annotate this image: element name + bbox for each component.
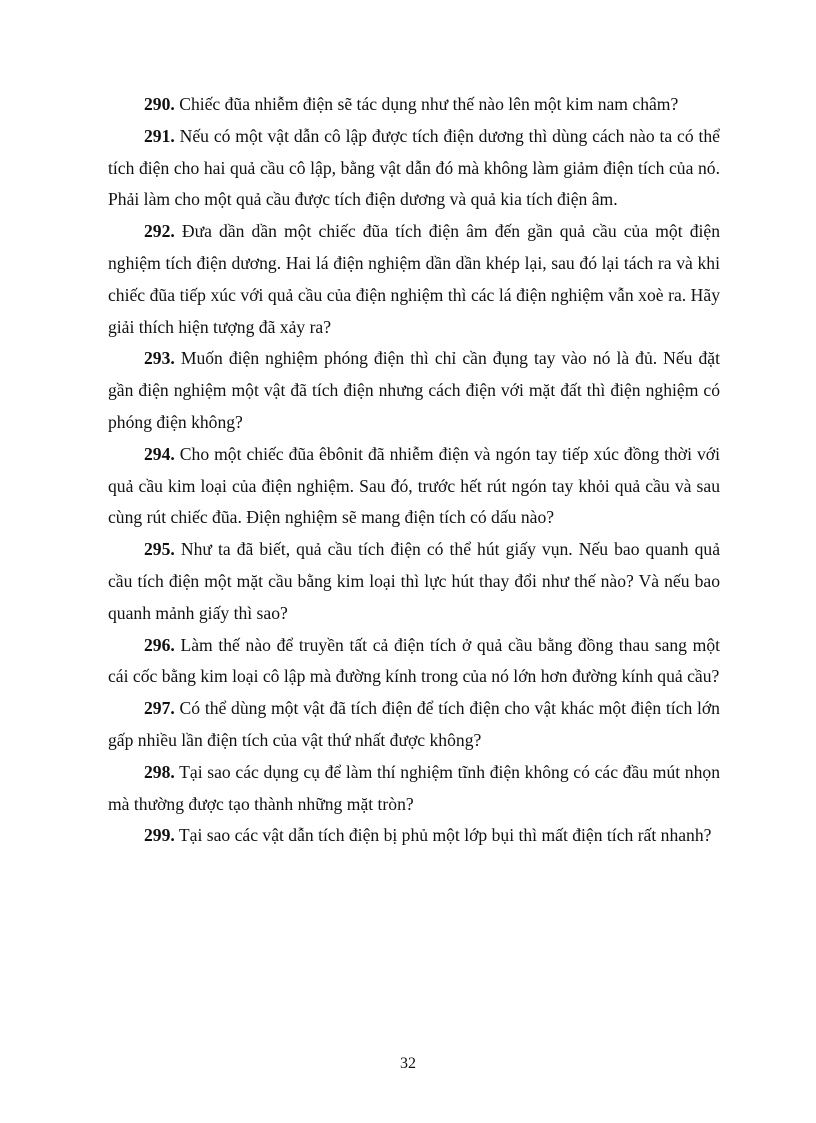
question-number: 290. (144, 94, 175, 114)
question-text: Tại sao các vật dẫn tích điện bị phủ một lớp bụi thì mất điện tích rất nhanh? (178, 825, 712, 846)
question-text: Đưa dần dần một chiếc đũa tích điện âm đến gần quả cầu của một điện nghiệm tích điện dương. Hai lá điện nghiệm dần dần khép lại, sau đó lại tách ra và khi chiếc đũa tiếp xúc với quả cầu của điện nghiệm thì các lá điện nghiệm vẫn xoè ra. Hãy giải thích hiện tượng đã xảy ra? (108, 221, 720, 337)
page-number: 32 (400, 1055, 416, 1072)
question-294 (108, 439, 720, 534)
question-text: Nếu có một vật dẫn cô lập được tích điện dương thì dùng cách nào ta có thể tích điện cho hai quả cầu cô lập, bằng vật dẫn đó mà không làm giảm điện tích của nó. Phải làm cho một quả cầu được tích điện dương và quả kia tích điện âm. (108, 125, 720, 210)
question-text: Chiếc đũa nhiễm điện sẽ tác dụng như thế nào lên một kim nam châm? (179, 94, 679, 114)
question-number: 298. (144, 761, 175, 782)
question-text: Tại sao các dụng cụ để làm thí nghiệm tĩnh điện không có các đầu mút nhọn mà thường được tạo thành những mặt tròn? (108, 761, 720, 814)
question-293 (108, 343, 720, 438)
question-292 (108, 216, 720, 343)
question-number: 291. (144, 125, 175, 146)
document-body (108, 89, 720, 852)
question-295 (108, 534, 720, 629)
question-298 (108, 757, 720, 821)
question-number: 294. (144, 443, 175, 464)
question-text: Có thể dùng một vật đã tích điện để tích điện cho vật khác một điện tích lớn gấp nhiều lần điện tích của vật thứ nhất được không? (108, 698, 720, 750)
question-number: 296. (144, 634, 175, 655)
question-297 (108, 693, 720, 757)
question-text: Muốn điện nghiệm phóng điện thì chỉ cần đụng tay vào nó là đủ. Nếu đặt gần điện nghiệm một vật đã tích điện nhưng cách điện với mặt đất thì điện nghiệm có phóng điện không? (108, 348, 720, 432)
question-text: Cho một chiếc đũa êbônit đã nhiễm điện và ngón tay tiếp xúc đồng thời với quả cầu kim loại của điện nghiệm. Sau đó, trước hết rút ngón tay khỏi quả cầu và sau cùng rút chiếc đũa. Điện nghiệm sẽ mang điện tích có dấu nào? (108, 443, 720, 528)
question-296 (108, 630, 720, 694)
question-291 (108, 121, 720, 216)
question-number: 292. (144, 221, 175, 242)
question-number: 293. (144, 348, 175, 369)
question-text: Làm thế nào để truyền tất cả điện tích ở quả cầu bằng đồng thau sang một cái cốc bằng kim loại cô lập mà đường kính trong của nó lớn hơn đường kính quả cầu? (108, 634, 721, 687)
question-299 (108, 820, 720, 852)
question-number: 299. (144, 825, 175, 846)
question-number: 297. (144, 698, 175, 719)
question-number: 295. (144, 539, 175, 560)
question-text: Như ta đã biết, quả cầu tích điện có thể hút giấy vụn. Nếu bao quanh quả cầu tích điện một mặt cầu bằng kim loại thì lực hút thay đổi như thế nào? Và nếu bao quanh mảnh giấy thì sao? (108, 539, 721, 623)
question-290 (108, 89, 720, 121)
